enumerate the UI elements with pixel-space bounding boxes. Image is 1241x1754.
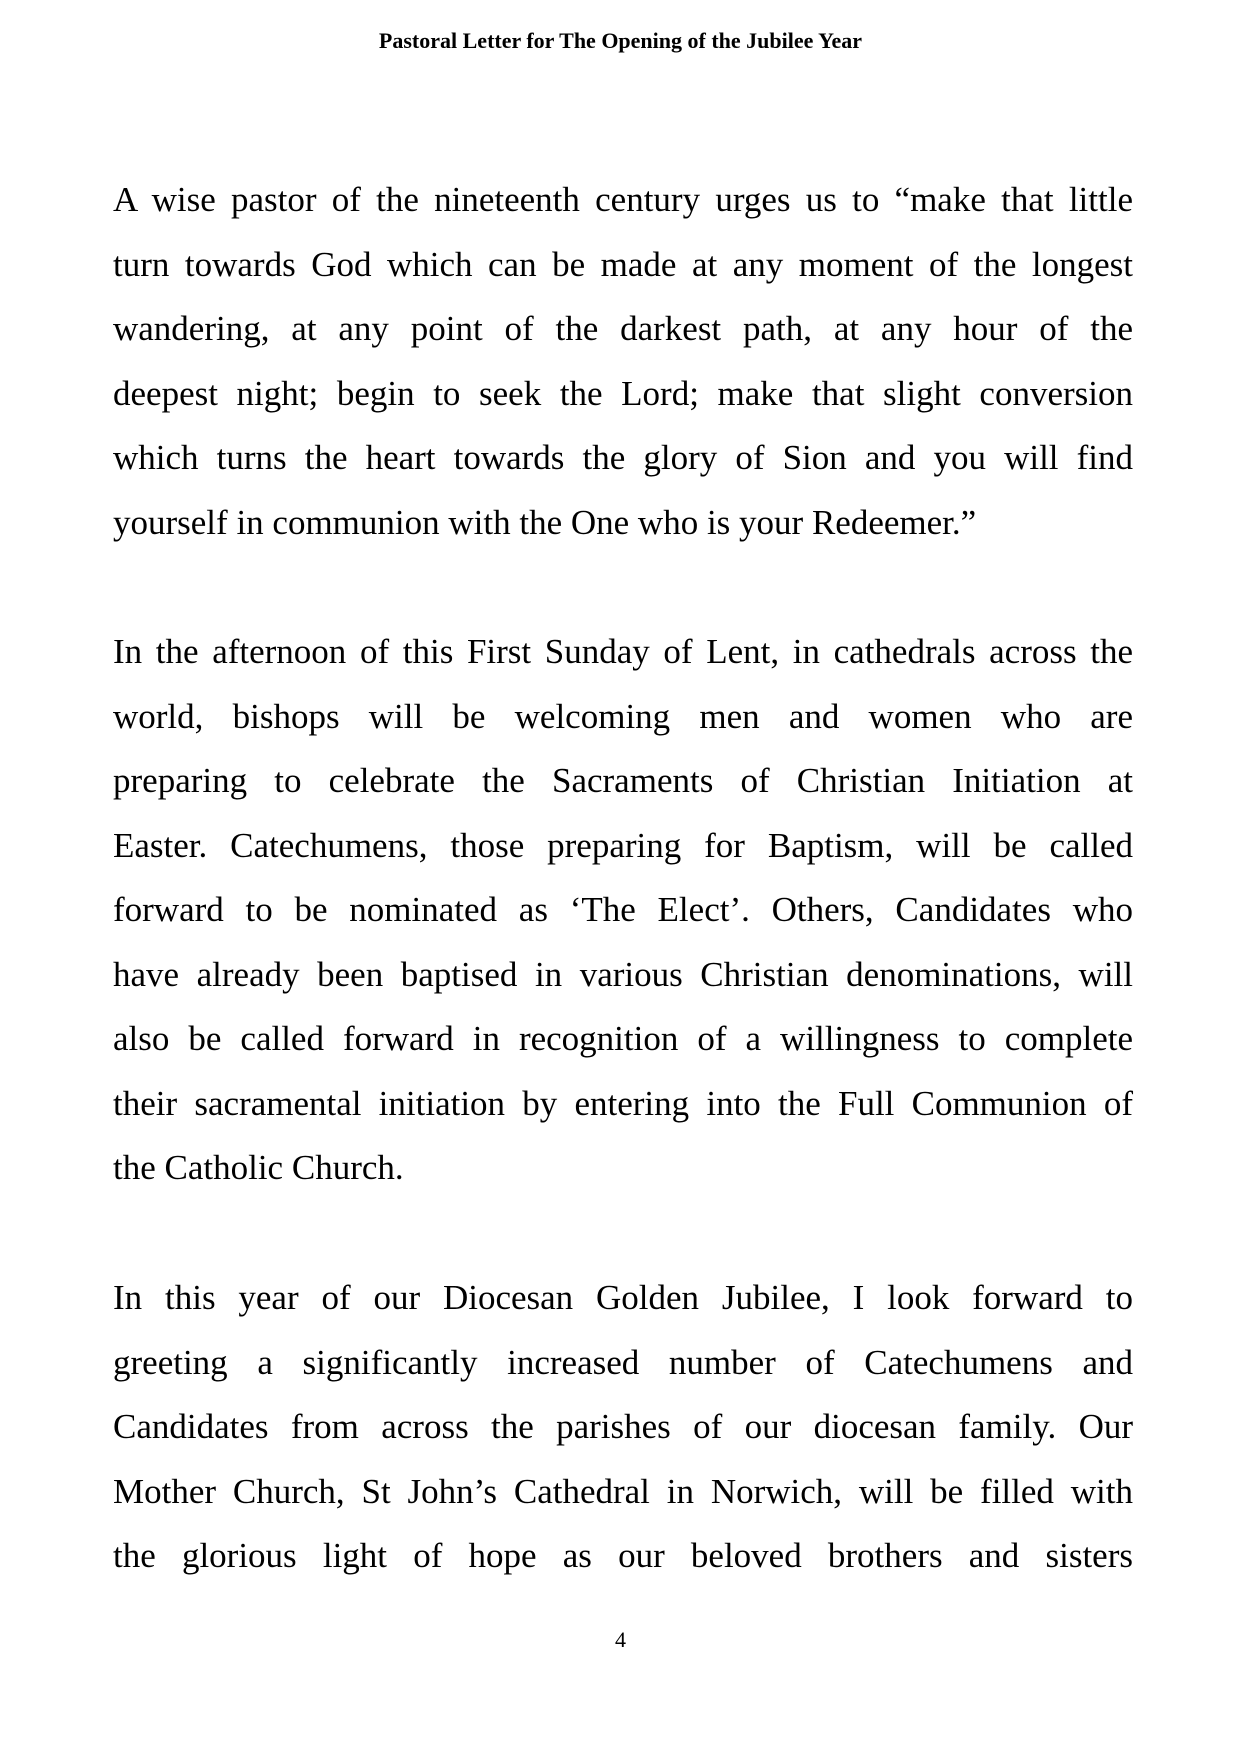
text-line: also be called forward in recognition of a willingness to complete: [113, 1019, 1133, 1058]
text-line: yourself in communion with the One who is your Redeemer.”: [113, 502, 977, 542]
text-line: In this year of our Diocesan Golden Jubilee, I look forward to: [113, 1278, 1133, 1317]
page-number: 4: [615, 1627, 626, 1652]
running-header: Pastoral Letter for The Opening of the Jubilee Year: [378, 28, 863, 53]
text-line: In the afternoon of this First Sunday of Lent, in cathedrals across the: [113, 632, 1133, 671]
paragraph-1: [113, 168, 1133, 555]
text-line: preparing to celebrate the Sacraments of Christian Initiation at: [113, 761, 1133, 800]
text-line: Mother Church, St John’s Cathedral in Norwich, will be filled with: [113, 1471, 1133, 1511]
text-line: have already been baptised in various Christian denominations, will: [113, 954, 1133, 994]
text-line: greeting a significantly increased number of Catechumens and: [113, 1342, 1133, 1382]
text-line: deepest night; begin to seek the Lord; make that slight conversion: [113, 373, 1133, 413]
text-line: wandering, at any point of the darkest path, at any hour of the: [113, 309, 1133, 348]
text-line: A wise pastor of the nineteenth century urges us to “make that little: [113, 180, 1133, 219]
text-line: Easter. Catechumens, those preparing for Baptism, will be called: [113, 825, 1133, 865]
text-line: turn towards God which can be made at any moment of the longest: [113, 244, 1133, 284]
text-line: their sacramental initiation by entering into the Full Communion of: [113, 1083, 1133, 1123]
text-line: Candidates from across the parishes of our diocesan family. Our: [113, 1407, 1133, 1446]
text-line: the glorious light of hope as our beloved brothers and sisters: [113, 1536, 1133, 1575]
text-line: which turns the heart towards the glory of Sion and you will find: [113, 438, 1133, 477]
text-line: the Catholic Church.: [113, 1148, 404, 1187]
paragraph-3: [113, 1266, 1133, 1589]
text-line: world, bishops will be welcoming men and women who are: [113, 696, 1133, 736]
text-line: forward to be nominated as ‘The Elect’. Others, Candidates who: [113, 890, 1133, 929]
paragraph-2: [113, 620, 1133, 1201]
